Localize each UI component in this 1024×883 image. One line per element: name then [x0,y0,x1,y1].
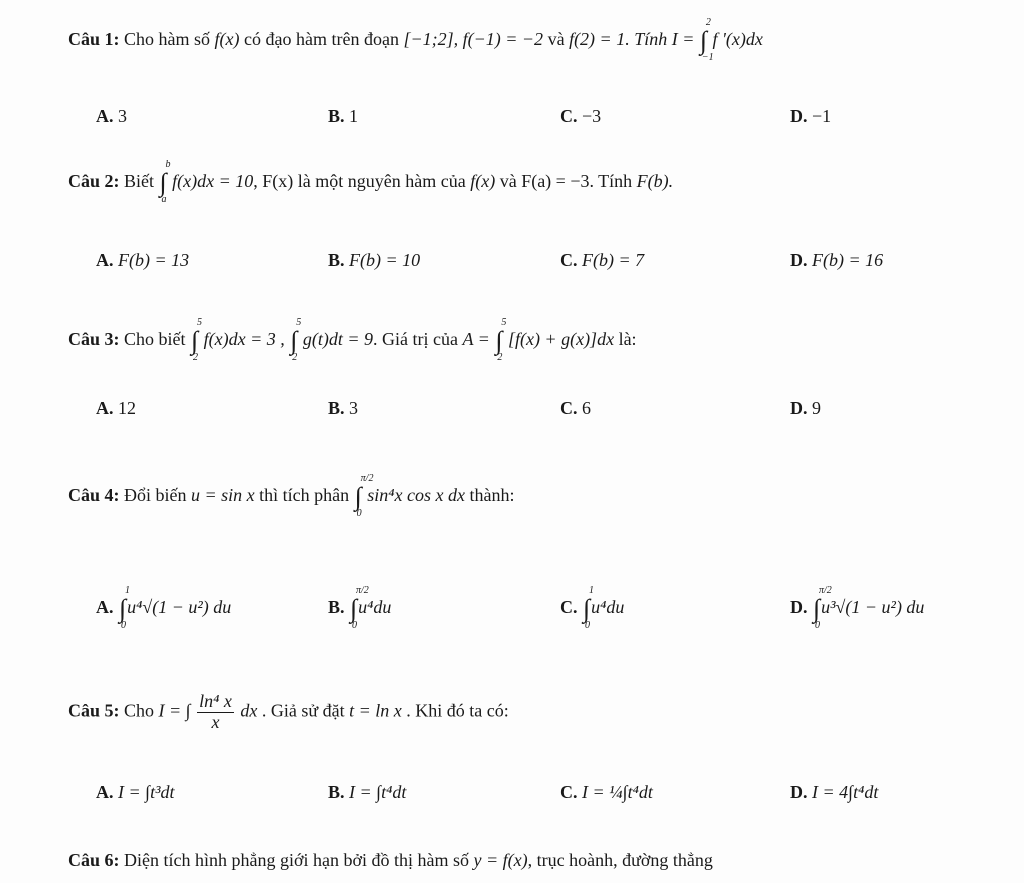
option-c[interactable]: C. 6 [560,398,591,418]
question-text: Diện tích hình phẳng giới hạn bởi đồ thị hàm số [124,850,470,870]
option-a[interactable]: A. 3 [96,106,127,126]
integral-f: f(x)dx = 3 , [203,329,285,350]
integral-lhs: I = ∫ [158,700,191,721]
question-label: Câu 6: [68,850,120,870]
option-d[interactable]: D. 9 [790,398,821,418]
question-text: Đổi biến [124,485,187,506]
option-c[interactable]: C. −3 [560,106,602,126]
integral-sign: ∫ b a [159,159,171,205]
function-expression: y = f(x) [473,850,528,870]
integral-sign: ∫ 2 −1 [699,17,714,63]
question-text: và [547,29,565,50]
option-a[interactable]: A. 12 [96,398,136,418]
integrand: f '(x)dx [712,29,763,50]
question-text: . Giá trị của [373,329,458,350]
question-text: Cho [124,700,155,721]
question-3 [68,317,637,363]
target-expression: F(b). [636,171,674,192]
question-label: Câu 2: [68,171,120,192]
integral-sign: ∫ 1 0 [583,585,594,631]
question-5 [68,692,509,733]
integral-sign: ∫ 5 2 [290,317,302,363]
question-label: Câu 5: [68,700,120,721]
integrand: sin⁴x cos x dx [367,485,466,506]
integrand: f(x)dx = 10 [172,171,254,192]
question-text: thì tích phân [259,485,350,506]
substitution: t = ln x [349,700,402,721]
question-2 [68,159,674,205]
question-text: , F(x) là một nguyên hàm của [253,171,466,192]
question-text: Biết [124,171,155,192]
option-b[interactable]: B. I = ∫t⁴dt [328,782,407,802]
option-b[interactable]: B. ∫ π/2 0 u⁴du [328,585,392,631]
interval-condition: [−1;2], f(−1) = −2 [403,29,544,50]
function-symbol: f(x) [214,29,240,50]
option-a[interactable]: A. I = ∫t³dt [96,782,175,802]
option-d[interactable]: D. F(b) = 16 [790,250,884,270]
integral-lhs: I = [671,29,695,50]
differential: dx [240,700,258,721]
question-text: . Khi đó ta có: [406,700,509,721]
integral-sign: ∫ π/2 0 [813,585,832,631]
option-d[interactable]: D. ∫ π/2 0 u³√(1 − u²) du [790,585,925,631]
integral-g: g(t)dt = 9 [302,329,374,350]
question-text: thành: [469,485,515,506]
question-text: Cho biết [124,329,186,350]
substitution: u = sin x [191,485,255,506]
question-label: Câu 3: [68,329,120,350]
option-a[interactable]: A. ∫ 1 0 u⁴√(1 − u²) du [96,585,232,631]
integral-sign: ∫ 5 2 [495,317,507,363]
option-b[interactable]: B. F(b) = 10 [328,250,421,270]
integral-sum: [f(x) + g(x)]dx [507,329,615,350]
integral-sign: ∫ π/2 0 [350,585,369,631]
option-b[interactable]: B. 1 [328,106,359,126]
question-label: Câu 4: [68,485,120,506]
integral-lhs: A = [462,329,490,350]
question-text: , trục hoành, đường thẳng [527,850,713,870]
question-text: có đạo hàm trên đoạn [244,29,399,50]
integral-sign: ∫ 1 0 [119,585,130,631]
question-label: Câu 1: [68,29,120,50]
integral-sign: ∫ π/2 0 [354,473,374,519]
option-a[interactable]: A. F(b) = 13 [96,250,190,270]
question-1 [68,17,763,63]
option-d[interactable]: D. I = 4∫t⁴dt [790,782,879,802]
option-d[interactable]: D. −1 [790,106,832,126]
question-4 [68,473,515,519]
option-c[interactable]: C. ∫ 1 0 u⁴du [560,585,625,631]
question-text: là: [618,329,637,350]
integral-sign: ∫ 5 2 [191,317,203,363]
question-text: Cho hàm số [124,29,211,50]
function-symbol: f(x) [470,171,496,192]
option-b[interactable]: B. 3 [328,398,359,418]
option-c[interactable]: C. I = ¼∫t⁴dt [560,782,653,802]
option-c[interactable]: C. F(b) = 7 [560,250,645,270]
value-condition: f(2) = 1. Tính [569,29,668,50]
question-text: . Giả sử đặt [261,700,345,721]
question-text: và F(a) = −3. Tính [499,171,633,192]
fraction: $\frac{\text{ln⁴ x}}{x}$ [199,691,232,732]
question-6 [68,850,713,871]
